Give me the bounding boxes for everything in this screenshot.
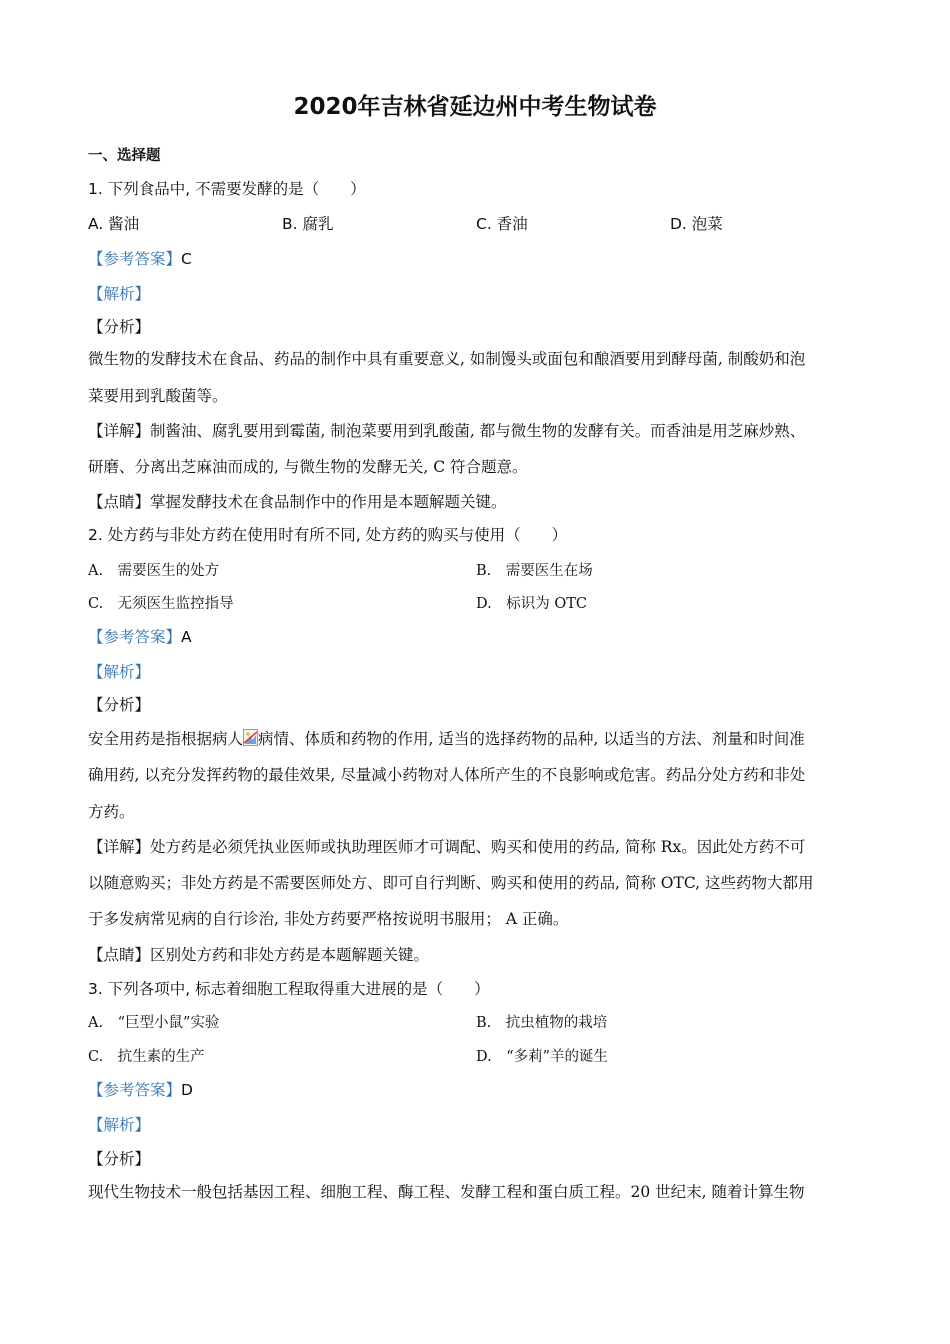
q1-answer-label: 【参考答案】 xyxy=(88,250,182,268)
q2-dianjing: 【点睛】区别处方药和非处方药是本题解题关键。 xyxy=(88,946,430,964)
q1-fenxi-label: 【分析】 xyxy=(88,318,151,336)
q2-fenxi-line-2: 确用药, 以充分发挥药物的最佳效果, 尽量减小药物对人体所产生的不良影响或危害。药品分处方药和非处 xyxy=(88,766,806,784)
q3-option-d: D. “多莉”羊的诞生 xyxy=(476,1049,609,1065)
q2-stem: 2. 处方药与非处方药在使用时有所不同, 处方药的购买与使用（ ） xyxy=(88,526,568,544)
section-heading: 一、选择题 xyxy=(88,148,161,164)
q1-xiangjie-line-1: 【详解】制酱油、腐乳要用到霉菌, 制泡菜要用到乳酸菌, 都与微生物的发酵有关。而香油是用芝麻炒熟、 xyxy=(88,422,806,440)
q3-fenxi-label: 【分析】 xyxy=(88,1150,151,1168)
q1-stem: 1. 下列食品中, 不需要发酵的是（ ） xyxy=(88,180,366,198)
q3-option-c: C. 抗生素的生产 xyxy=(88,1049,205,1065)
q2-jiexi-label: 【解析】 xyxy=(88,663,151,681)
q1-option-a: A. 酱油 xyxy=(88,215,140,233)
q2-option-d: D. 标识为 OTC xyxy=(476,596,587,612)
q3-stem: 3. 下列各项中, 标志着细胞工程取得重大进展的是（ ） xyxy=(88,980,490,998)
q1-option-d: D. 泡菜 xyxy=(670,215,723,233)
q1-jiexi-label: 【解析】 xyxy=(88,285,151,303)
q1-answer-value: C xyxy=(181,250,192,268)
q2-answer-value: A xyxy=(181,628,192,646)
q2-option-a: A. 需要医生的处方 xyxy=(88,563,220,579)
q2-answer-label: 【参考答案】 xyxy=(88,628,182,646)
q1-answer xyxy=(88,248,192,270)
q1-xiangjie-line-2: 研磨、分离出芝麻油而成的, 与微生物的发酵无关, C 符合题意。 xyxy=(88,458,528,476)
q3-answer-label: 【参考答案】 xyxy=(88,1081,182,1099)
q2-xiangjie-line-3: 于多发病常见病的自行诊治, 非处方药要严格按说明书服用； A 正确。 xyxy=(88,910,569,928)
q3-option-b: B. 抗虫植物的栽培 xyxy=(476,1015,608,1031)
q3-answer xyxy=(88,1079,193,1101)
q2-option-b: B. 需要医生在场 xyxy=(476,563,593,579)
q2-fenxi-part-a: 安全用药是指根据病人 xyxy=(88,730,244,748)
q1-fenxi-line-2: 菜要用到乳酸菌等。 xyxy=(88,387,228,405)
q3-option-a: A. “巨型小鼠”实验 xyxy=(88,1015,220,1031)
q2-fenxi-line-1 xyxy=(88,728,864,750)
q2-fenxi-label: 【分析】 xyxy=(88,696,151,714)
q1-option-b: B. 腐乳 xyxy=(282,215,334,233)
q3-fenxi-line-1: 现代生物技术一般包括基因工程、细胞工程、酶工程、发酵工程和蛋白质工程。20 世纪末, 随着计算生物 xyxy=(88,1183,805,1201)
q2-answer xyxy=(88,626,192,648)
q1-dianjing: 【点睛】掌握发酵技术在食品制作中的作用是本题解题关键。 xyxy=(88,493,507,511)
q1-fenxi-line-1: 微生物的发酵技术在食品、药品的制作中具有重要意义, 如制馒头或面包和酿酒要用到酵母菌, 制酸奶和泡 xyxy=(88,350,806,368)
broken-image-icon xyxy=(243,729,258,746)
page-title: 2020年吉林省延边州中考生物试卷 xyxy=(293,94,657,120)
q2-option-c: C. 无须医生监控指导 xyxy=(88,596,234,612)
q2-fenxi-part-b: 病情、体质和药物的作用, 适当的选择药物的品种, 以适当的方法、剂量和时间准 xyxy=(258,730,805,748)
q2-xiangjie-line-2: 以随意购买；非处方药是不需要医师处方、即可自行判断、购买和使用的药品, 简称 OTC, 这些药物大都用 xyxy=(88,874,814,892)
q3-answer-value: D xyxy=(181,1081,193,1099)
q2-xiangjie-line-1: 【详解】处方药是必须凭执业医师或执助理医师才可调配、购买和使用的药品, 简称 Rx。因此处方药不可 xyxy=(88,838,806,856)
q3-jiexi-label: 【解析】 xyxy=(88,1116,151,1134)
q2-fenxi-line-3: 方药。 xyxy=(88,803,135,821)
q1-option-c: C. 香油 xyxy=(476,215,528,233)
